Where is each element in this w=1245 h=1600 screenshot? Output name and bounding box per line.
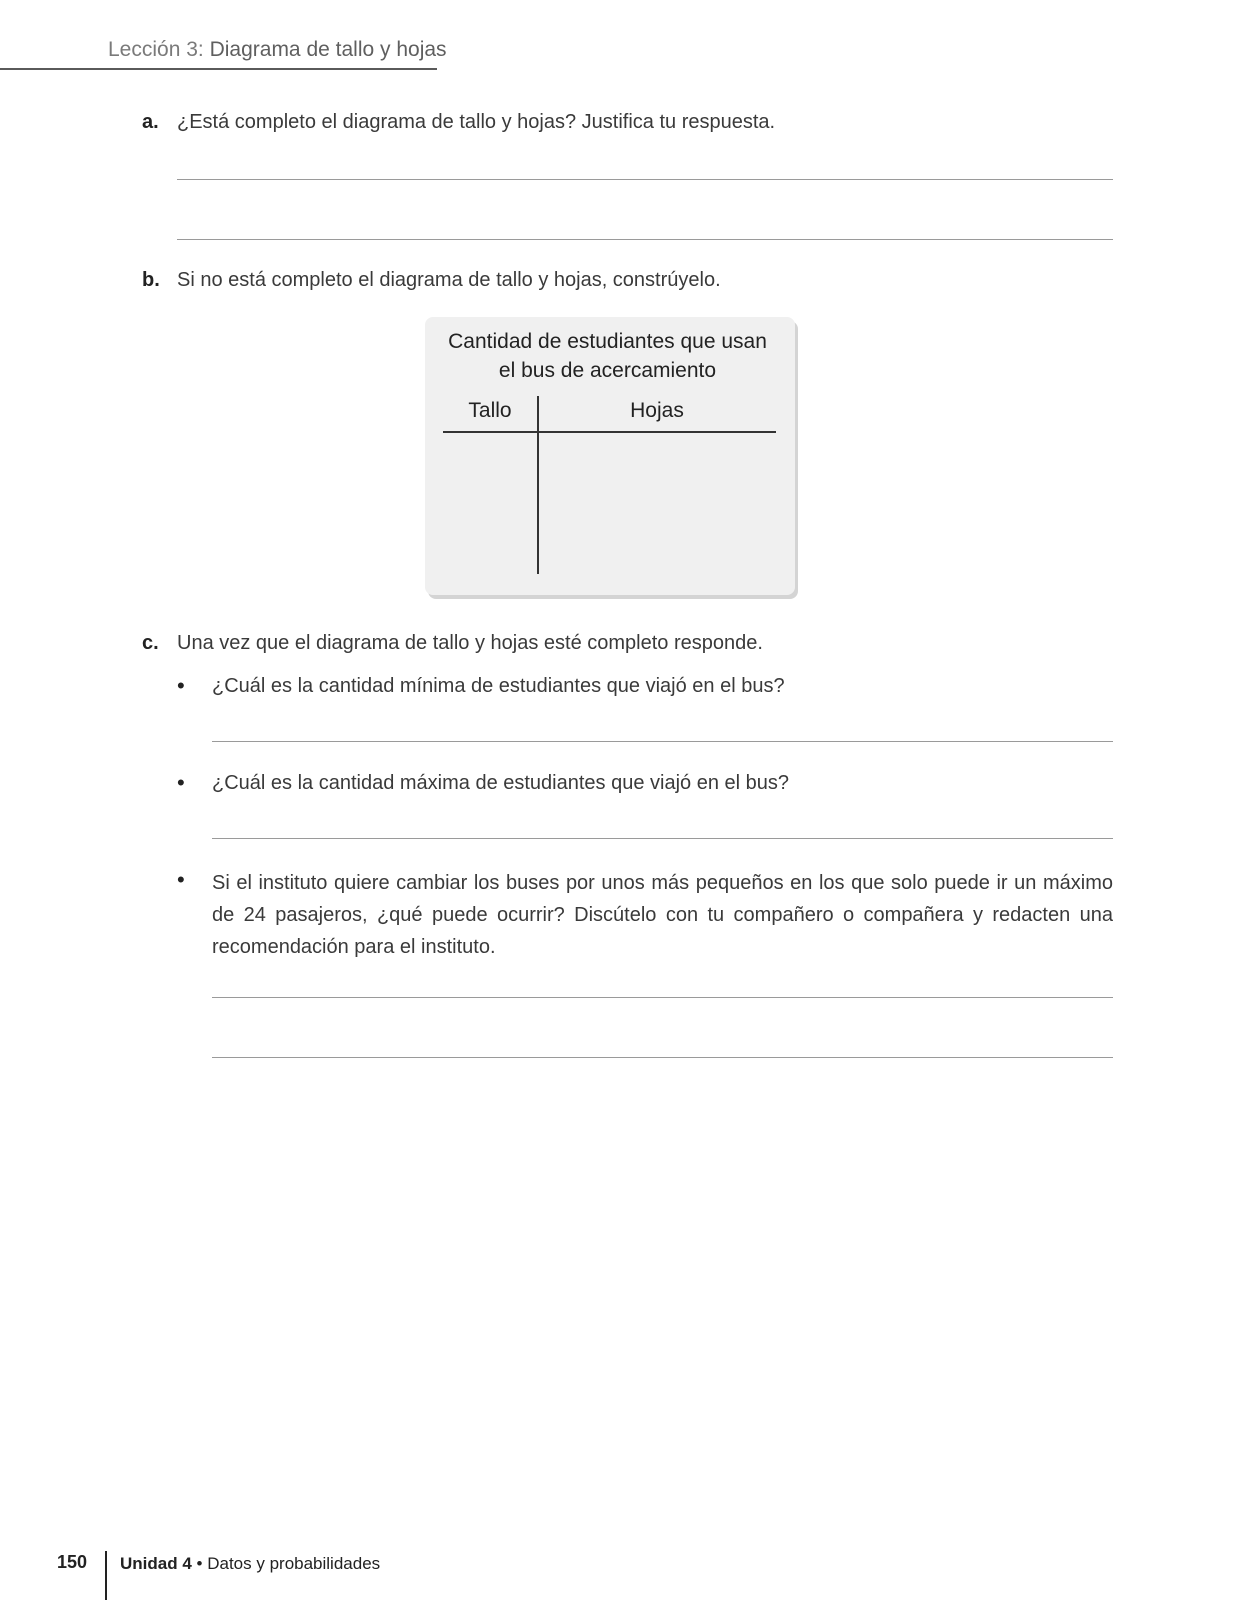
diagram-title	[425, 327, 790, 385]
diagram-divider	[537, 396, 539, 574]
stem-leaf-diagram	[425, 317, 795, 595]
diagram-title-line2: el bus de acercamiento	[498, 359, 717, 382]
answer-line-minimum[interactable]	[212, 741, 1113, 742]
bullet-maximum	[177, 772, 1113, 800]
lesson-heading	[108, 38, 447, 62]
question-c	[142, 632, 1092, 660]
unit-subject: Datos y probabilidades	[207, 1554, 381, 1573]
question-c-letter: c.	[142, 632, 159, 654]
page-header	[0, 34, 447, 70]
diagram-header-rule	[443, 431, 776, 433]
bullet-dot: •	[177, 867, 185, 892]
footer-divider	[105, 1551, 107, 1600]
question-b-text: Si no está completo el diagrama de tallo y hojas, constrúyelo.	[177, 269, 721, 291]
bullet-minimum-text: ¿Cuál es la cantidad mínima de estudiantes que viajó en el bus?	[212, 675, 785, 697]
unit-separator: •	[196, 1554, 203, 1573]
answer-line-recommendation-1[interactable]	[212, 997, 1113, 998]
bullet-dot: •	[177, 770, 185, 795]
leaves-column-header: Hojas	[630, 399, 684, 422]
diagram-title-line1: Cantidad de estudiantes que usan	[448, 330, 767, 353]
lesson-title: Diagrama de tallo y hojas	[209, 38, 447, 61]
question-c-text: Una vez que el diagrama de tallo y hojas esté completo responde.	[177, 632, 763, 654]
page-number: 150	[57, 1552, 88, 1572]
answer-line-maximum[interactable]	[212, 838, 1113, 839]
unit-name: Unidad 4	[120, 1554, 192, 1573]
answer-line-a2[interactable]	[177, 239, 1113, 240]
bullet-recommendation-text: Si el instituto quiere cambiar los buses por unos más pequeños en los que solo puede ir un máximo de 24 pasajeros, ¿qué puede ocurrir? Discútelo con tu compañero o compañera y redacten una recomendación para el instituto.	[212, 872, 1113, 958]
bullet-maximum-text: ¿Cuál es la cantidad máxima de estudiantes que viajó en el bus?	[212, 772, 790, 794]
question-a-text: ¿Está completo el diagrama de tallo y hojas? Justifica tu respuesta.	[177, 111, 776, 133]
question-a	[142, 111, 1092, 139]
stem-column-header: Tallo	[468, 399, 512, 422]
footer-unit-label	[120, 1554, 380, 1574]
lesson-number: Lección 3:	[108, 38, 204, 61]
answer-line-a1[interactable]	[177, 179, 1113, 180]
bullet-dot: •	[177, 673, 185, 698]
question-a-letter: a.	[142, 111, 159, 133]
answer-line-recommendation-2[interactable]	[212, 1057, 1113, 1058]
question-b	[142, 269, 1092, 297]
bullet-minimum	[177, 675, 1113, 703]
question-b-letter: b.	[142, 269, 160, 291]
bullet-recommendation-marker	[177, 869, 207, 897]
